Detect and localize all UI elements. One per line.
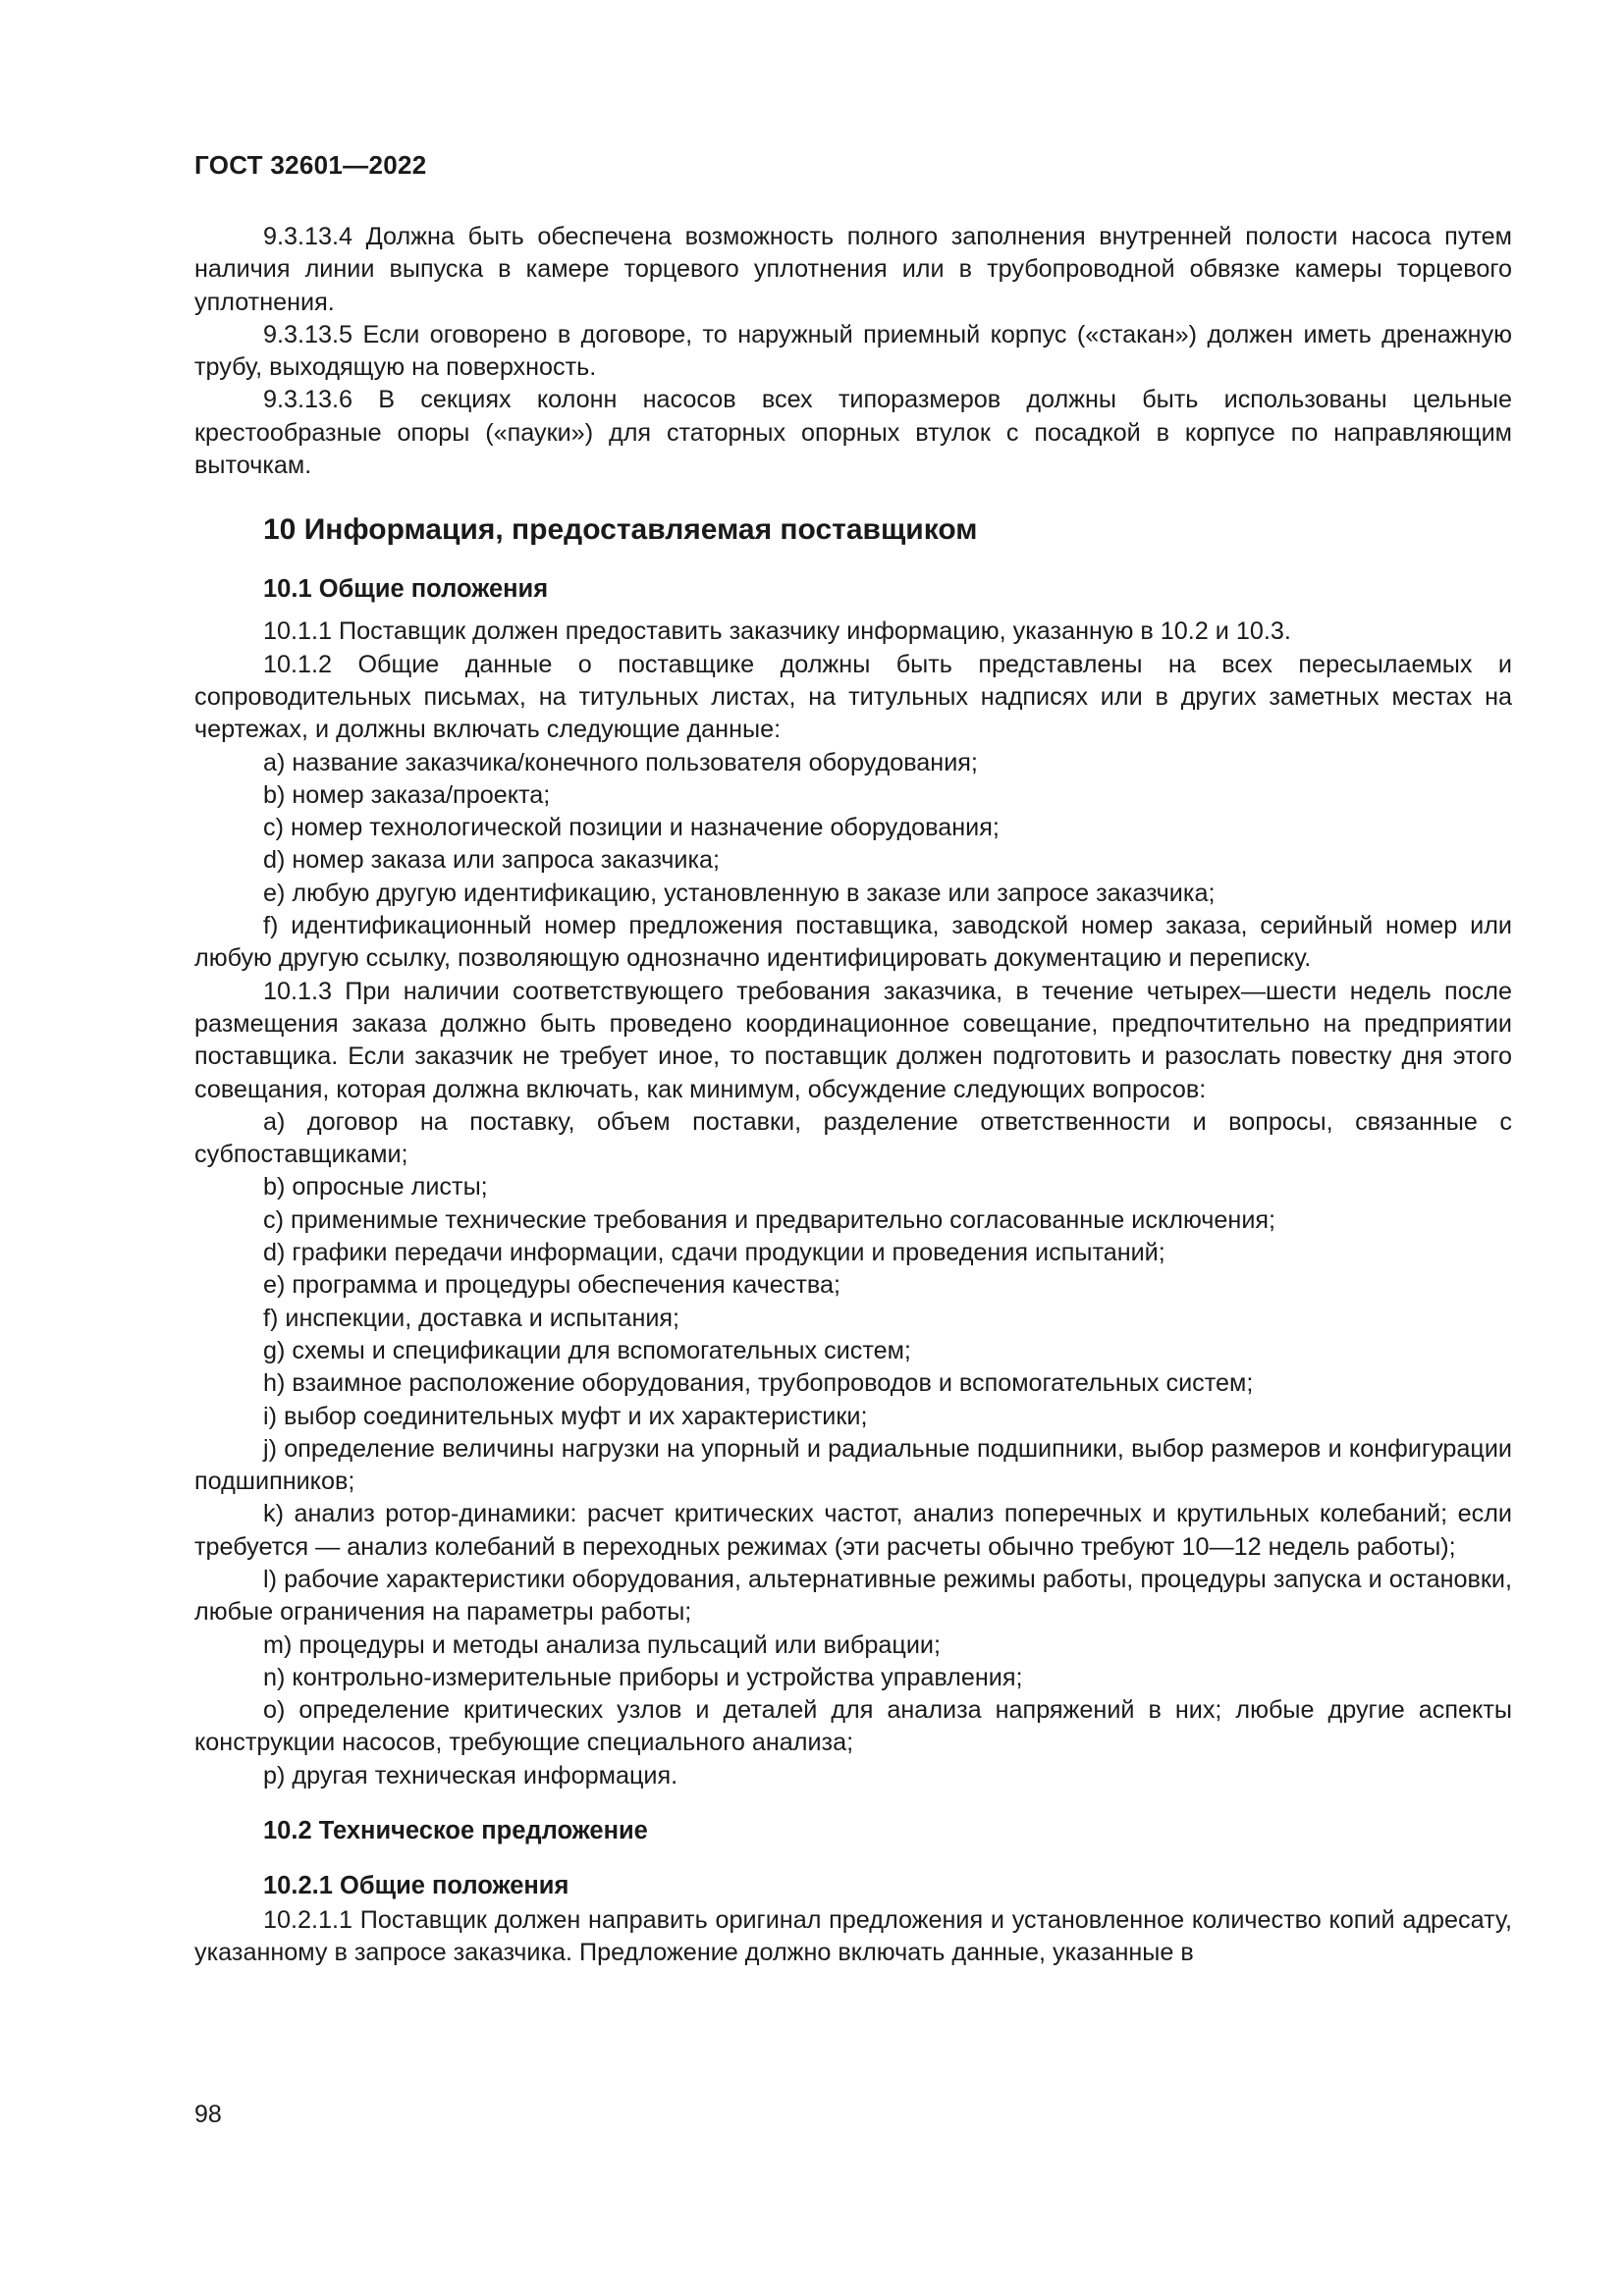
- section-10-2-heading: 10.2 Техническое предложение: [263, 1817, 648, 1845]
- list-item: e) программа и процедуры обеспечения качества;: [263, 1271, 841, 1300]
- list-item: m) процедуры и методы анализа пульсаций или вибрации;: [263, 1630, 941, 1659]
- list-item: g) схемы и спецификации для вспомогательных систем;: [263, 1336, 911, 1364]
- list-item: l) рабочие характеристики оборудования, альтернативные режимы работы, процедуры запуска и остановки, любые ограничения на параметры работы;: [194, 1565, 1512, 1627]
- list-item: e) любую другую идентификацию, установленную в заказе или запросе заказчика;: [263, 879, 1216, 907]
- section-10-1-heading: 10.1 Общие положения: [263, 575, 549, 604]
- list-item: c) номер технологической позиции и назначение оборудования;: [263, 814, 1000, 842]
- paragraph-10-1-1: 10.1.1 Поставщик должен предоставить заказчику информацию, указанную в 10.2 и 10.3.: [263, 617, 1291, 646]
- list-item: b) номер заказа/проекта;: [263, 780, 551, 809]
- paragraph-10-2-1-1: 10.2.1.1 Поставщик должен направить оригинал предложения и установленное количество копий адресату, указанному в запросе заказчика. Предложение должно включать данные, указанные в: [194, 1906, 1512, 1967]
- list-item: f) идентификационный номер предложения поставщика, заводской номер заказа, серийный номер или любую другую ссылку, позволяющую однозначно идентифицировать документацию и переписку.: [194, 912, 1512, 973]
- section-10-2-1-heading: 10.2.1 Общие положения: [263, 1872, 569, 1900]
- section-10-heading: 10 Информация, предоставляемая поставщиком: [263, 513, 978, 547]
- list-item: d) графики передачи информации, сдачи продукции и проведения испытаний;: [263, 1239, 1165, 1267]
- list-item: k) анализ ротор-динамики: расчет критических частот, анализ поперечных и крутильных колебаний; если требуется — анализ колебаний в переходных режимах (эти расчеты обычно требуют 10—12 недель работы);: [194, 1500, 1512, 1561]
- page-content: [194, 221, 1512, 1970]
- list-item: f) инспекции, доставка и испытания;: [263, 1304, 680, 1332]
- list-item: n) контрольно-измерительные приборы и устройства управления;: [263, 1663, 1023, 1691]
- list-item: i) выбор соединительных муфт и их характеристики;: [263, 1402, 868, 1430]
- page-number: 98: [194, 2101, 222, 2128]
- list-item: b) опросные листы;: [263, 1173, 488, 1201]
- list-item: h) взаимное расположение оборудования, трубопроводов и вспомогательных систем;: [263, 1369, 1254, 1398]
- list-item: j) определение величины нагрузки на упорный и радиальные подшипники, выбор размеров и конфигурации подшипников;: [194, 1434, 1512, 1496]
- paragraph-10-1-3: 10.1.3 При наличии соответствующего требования заказчика, в течение четырех—шести недель после размещения заказа должно быть проведено координационное совещание, предпочтительно на предприятии поставщика. Если заказчик не требует иное, то поставщик должен подготовить и разослать повестку дня этого совещания, которая должна включать, как минимум, обсуждение следующих вопросов:: [194, 977, 1512, 1103]
- paragraph-9-3-13-5: 9.3.13.5 Если оговорено в договоре, то наружный приемный корпус («стакан») должен иметь дренажную трубу, выходящую на поверхность.: [194, 320, 1512, 382]
- list-item: a) договор на поставку, объем поставки, разделение ответственности и вопросы, связанные с субпоставщиками;: [194, 1107, 1512, 1169]
- list-item: o) определение критических узлов и деталей для анализа напряжений в них; любые другие аспекты конструкции насосов, требующие специального анализа;: [194, 1696, 1512, 1757]
- list-10-1-2: [194, 747, 1512, 976]
- paragraph-9-3-13-4: 9.3.13.4 Должна быть обеспечена возможность полного заполнения внутренней полости насоса путем наличия линии выпуска в камере торцевого уплотнения или в трубопроводной обвязке камеры торцевого уплотнения.: [194, 223, 1512, 316]
- list-item: p) другая техническая информация.: [263, 1761, 678, 1789]
- paragraph-10-1-2: 10.1.2 Общие данные о поставщике должны быть представлены на всех пересылаемых и сопроводительных письмах, на титульных листах, на титульных надписях или в других заметных местах на чертежах, и должны включать следующие данные:: [194, 650, 1512, 744]
- list-item: c) применимые технические требования и предварительно согласованные исключения;: [263, 1205, 1276, 1234]
- running-header: ГОСТ 32601—2022: [194, 150, 427, 180]
- list-item: d) номер заказа или запроса заказчика;: [263, 846, 721, 875]
- paragraph-9-3-13-6: 9.3.13.6 В секциях колонн насосов всех типоразмеров должны быть использованы цельные крестообразные опоры («пауки») для статорных опорных втулок с посадкой в корпусе по направляющим выточкам.: [194, 386, 1512, 480]
- list-item: a) название заказчика/конечного пользователя оборудования;: [263, 748, 978, 776]
- list-10-1-3: [194, 1106, 1512, 1792]
